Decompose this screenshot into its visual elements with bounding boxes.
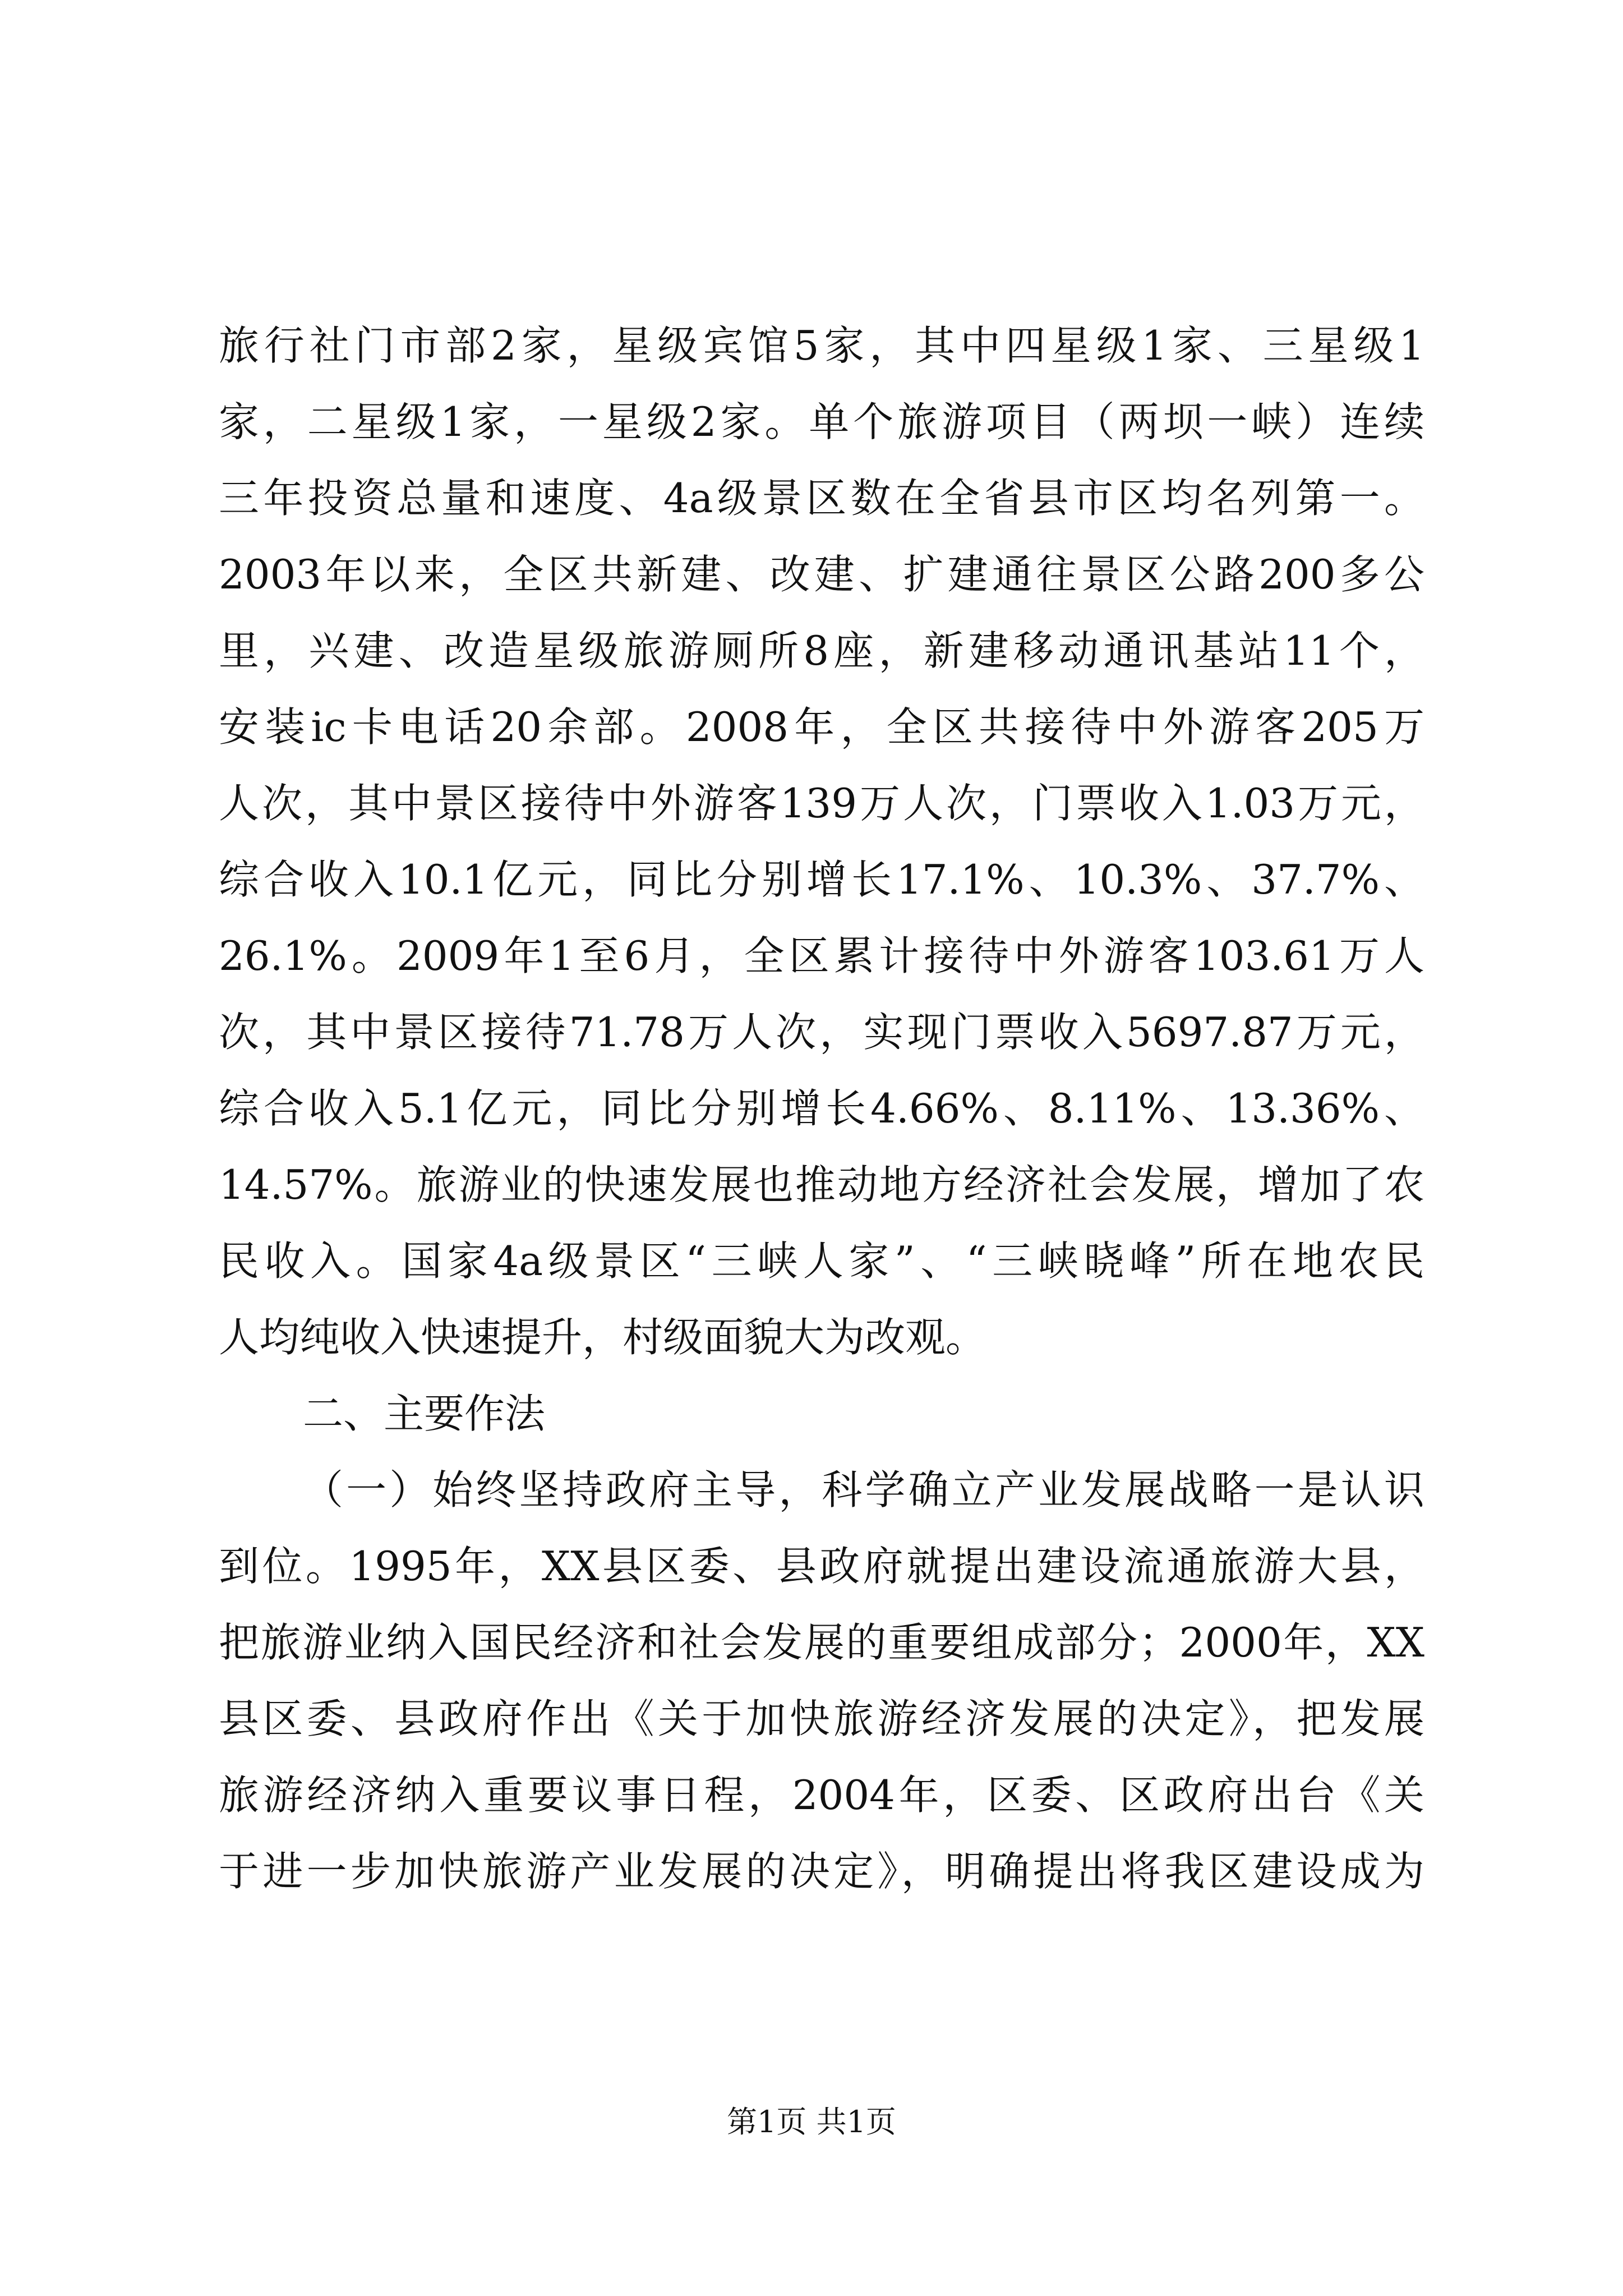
text-line: 2003年以来，全区共新建、改建、扩建通往景区公路200多公 (219, 551, 1424, 598)
text-line: 县区委、县政府作出《关于加快旅游经济发展的决定》，把发展 (219, 1695, 1424, 1742)
text-line: 旅游经济纳入重要议事日程，2004年，区委、区政府出台《关 (219, 1772, 1424, 1819)
body-text (219, 307, 1424, 1910)
text-line: 于进一步加快旅游产业发展的决定》，明确提出将我区建设成为 (219, 1848, 1424, 1895)
text-line: 里，兴建、改造星级旅游厕所8座，新建移动通讯基站11个， (219, 627, 1424, 674)
text-line: 综合收入10.1亿元，同比分别增长17.1%、10.3%、37.7%、 (219, 856, 1424, 903)
text-line: 26.1%。2009年1至6月，全区累计接待中外游客103.61万人 (219, 932, 1424, 979)
text-line: 综合收入5.1亿元，同比分别增长4.66%、8.11%、13.36%、 (219, 1085, 1424, 1132)
text-line: 人次，其中景区接待中外游客139万人次，门票收入1.03万元， (219, 780, 1424, 827)
page-footer: 第1页 共1页 (727, 2104, 896, 2139)
text-line: 到位。1995年，XX县区委、县政府就提出建设流通旅游大县， (219, 1543, 1424, 1590)
text-line: 把旅游业纳入国民经济和社会发展的重要组成部分；2000年，XX (219, 1619, 1424, 1666)
text-line: 民收入。国家4a级景区“三峡人家”、“三峡晓峰”所在地农民 (219, 1237, 1424, 1285)
text-line: 旅行社门市部2家，星级宾馆5家，其中四星级1家、三星级1 (219, 322, 1424, 369)
text-line: 14.57%。旅游业的快速发展也推动地方经济社会发展，增加了农 (219, 1161, 1424, 1208)
text-line: （一）始终坚持政府主导，科学确立产业发展战略一是认识 (303, 1466, 1424, 1513)
text-line: 二、主要作法 (303, 1390, 546, 1437)
text-line: 人均纯收入快速提升，村级面貌大为改观。 (219, 1314, 986, 1361)
text-line: 家，二星级1家，一星级2家。单个旅游项目（两坝一峡）连续 (219, 398, 1424, 445)
text-line: 三年投资总量和速度、4a级景区数在全省县市区均名列第一。 (219, 475, 1424, 522)
text-line: 安装ic卡电话20余部。2008年，全区共接待中外游客205万 (219, 703, 1424, 751)
text-line: 次，其中景区接待71.78万人次，实现门票收入5697.87万元， (219, 1009, 1424, 1056)
